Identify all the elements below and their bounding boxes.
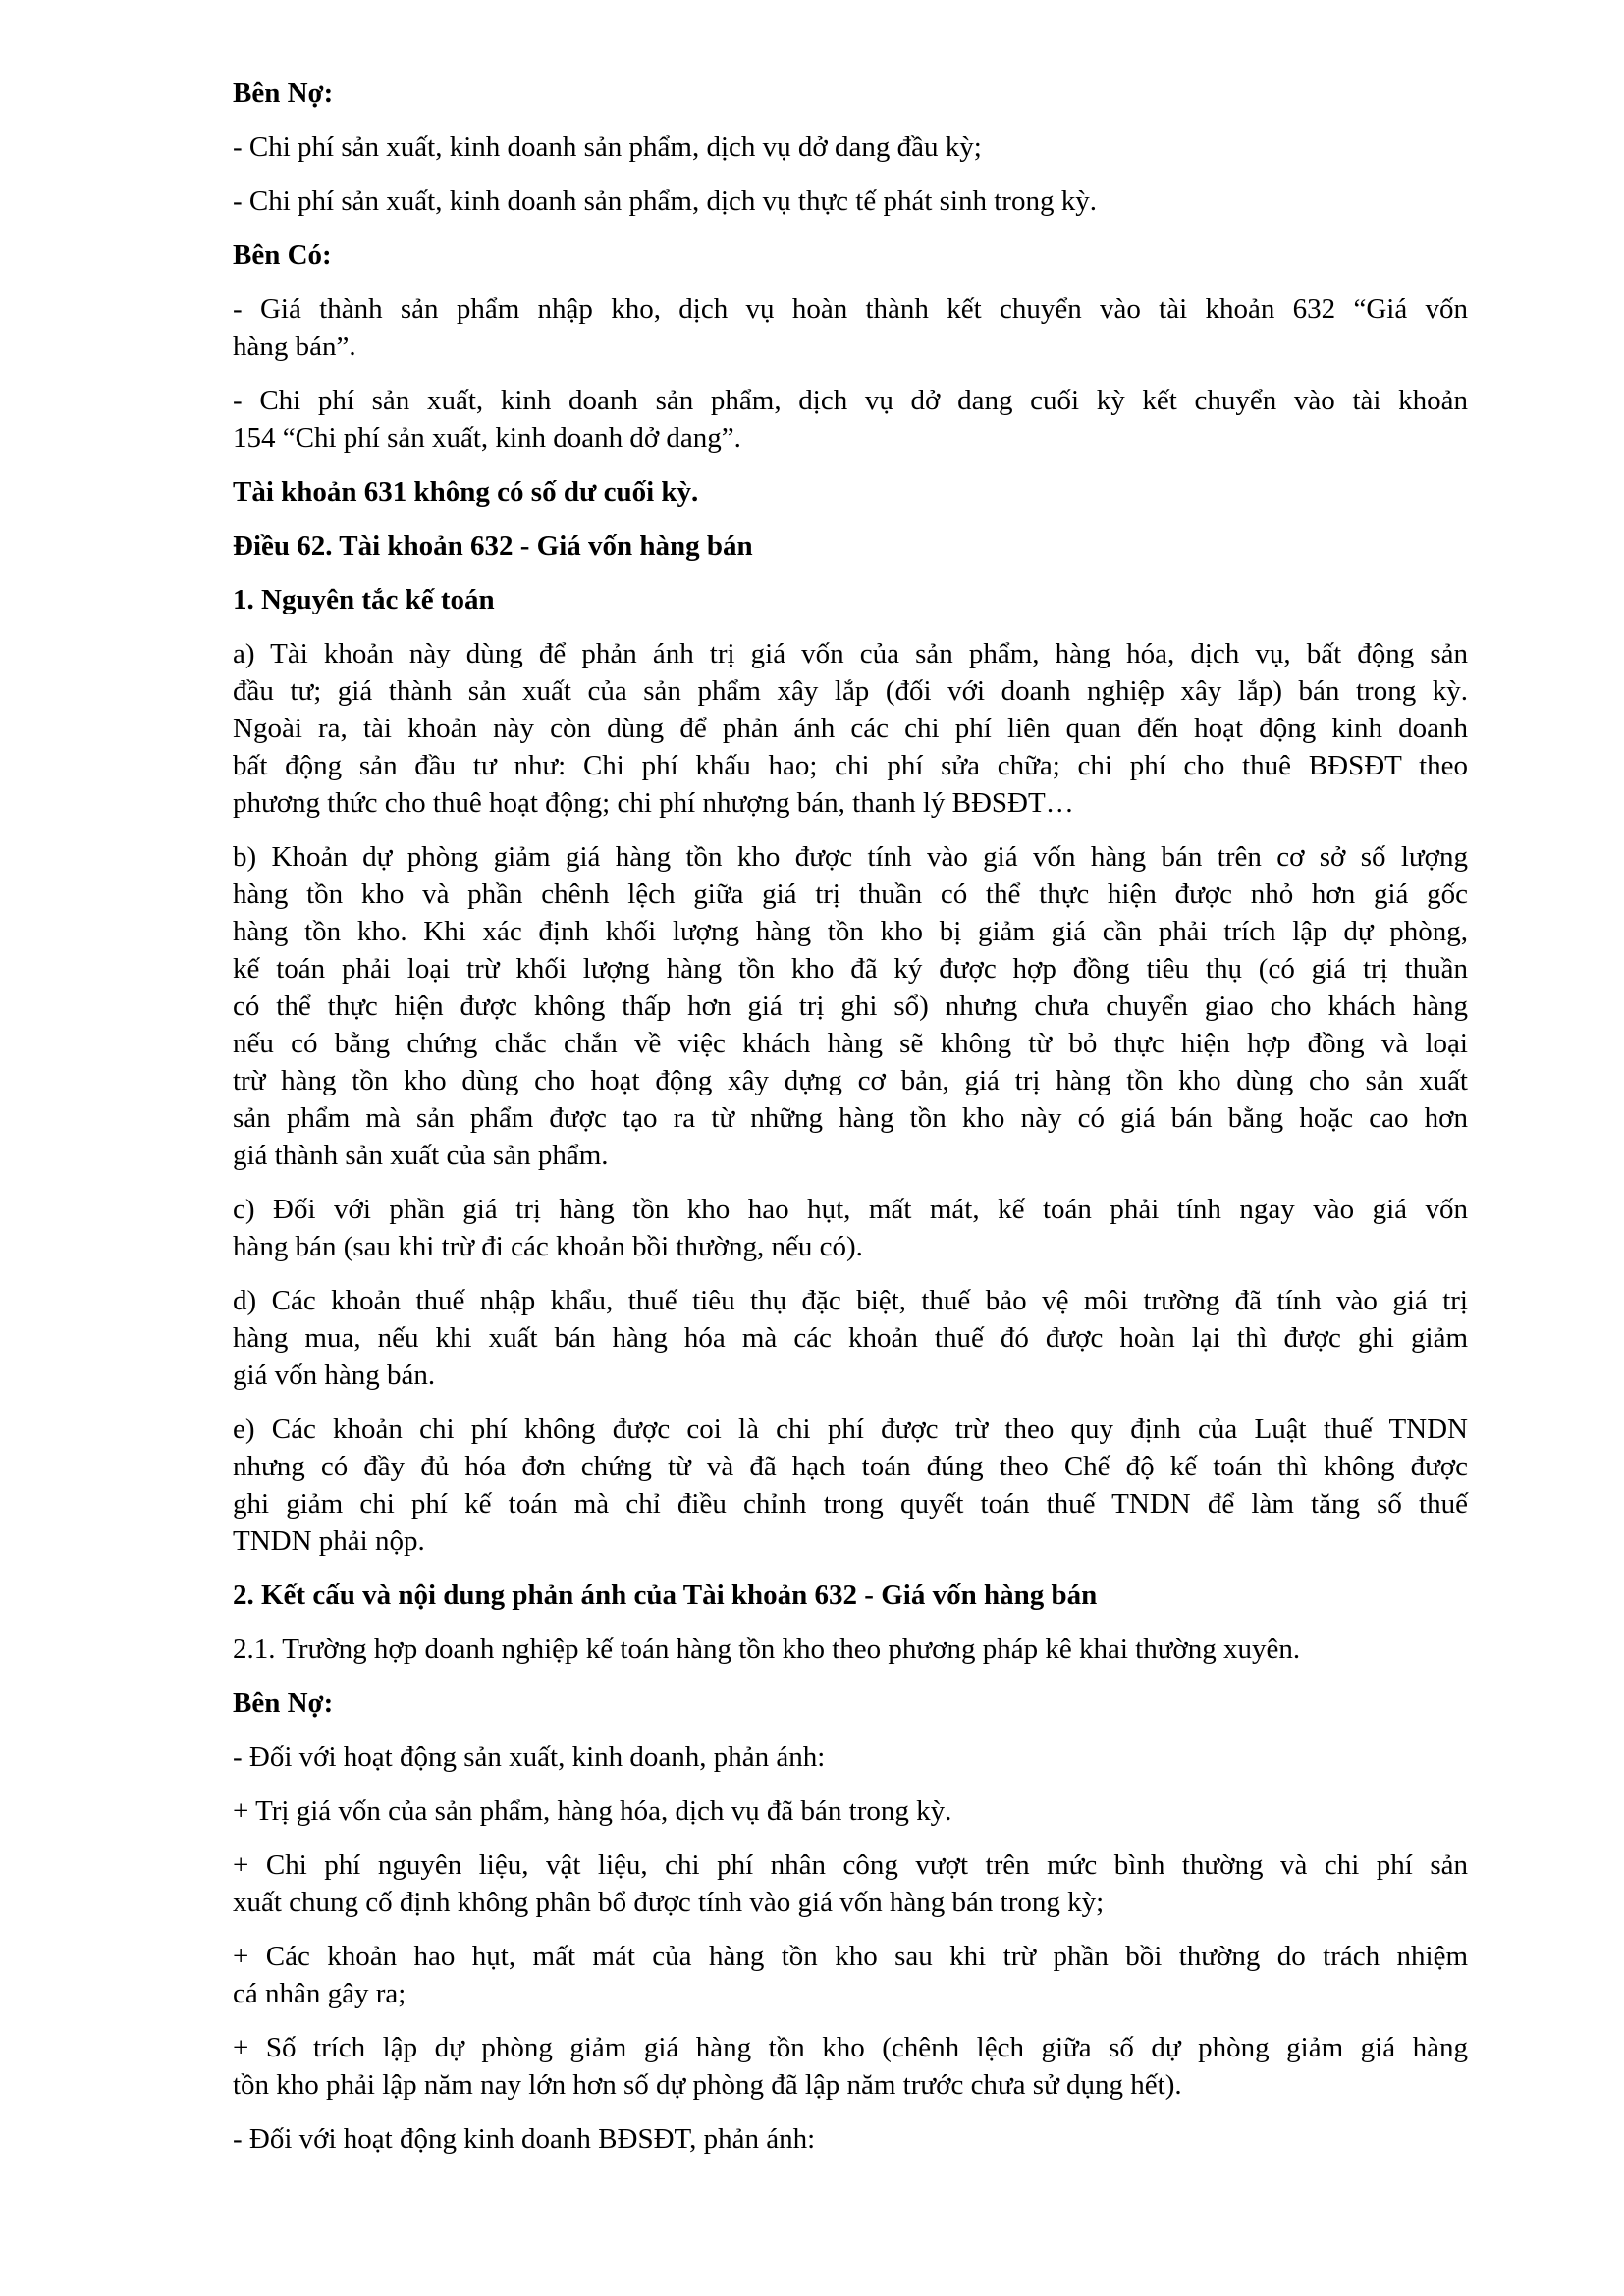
section-1-title [233, 581, 1468, 618]
text-line: hàng mua, nếu khi xuất bán hàng hóa mà các khoản thuế đó được hoàn lại thì được ghi giảm [233, 1322, 1468, 1354]
text-line: nhưng có đầy đủ hóa đơn chứng từ và đã hạch toán đúng theo Chế độ kế toán thì không được [233, 1451, 1468, 1482]
debit-item-4 [233, 2029, 1468, 2104]
text-line: 2. Kết cấu và nội dung phản ánh của Tài khoản 632 - Giá vốn hàng bán [233, 1579, 1098, 1611]
text-line: kế toán phải loại trừ khối lượng hàng tồn kho đã ký được hợp đồng tiêu thụ (có giá trị thuần [233, 953, 1468, 985]
text-line: a) Tài khoản này dùng để phản ánh trị giá vốn của sản phẩm, hàng hóa, dịch vụ, bất động sản [233, 638, 1468, 669]
debit-item-2 [233, 1846, 1468, 1921]
article-62-title [233, 527, 1468, 564]
principle-d [233, 1282, 1468, 1394]
section-2-1 [233, 1630, 1468, 1668]
ben-no-item-1 [233, 129, 1468, 166]
principle-e [233, 1411, 1468, 1560]
principle-c [233, 1191, 1468, 1265]
text-line: Bên Nợ: [233, 78, 334, 109]
ben-no-heading-1 [233, 75, 1468, 112]
text-line: trừ hàng tồn kho dùng cho hoạt động xây dựng cơ bản, giá trị hàng tồn kho dùng cho sản xuất [233, 1065, 1468, 1096]
text-line: hàng bán (sau khi trừ đi các khoản bồi thường, nếu có). [233, 1231, 863, 1262]
text-line: + Trị giá vốn của sản phẩm, hàng hóa, dịch vụ đã bán trong kỳ. [233, 1795, 952, 1827]
text-line: TNDN phải nộp. [233, 1525, 425, 1557]
principle-b [233, 838, 1468, 1174]
text-line: b) Khoản dự phòng giảm giá hàng tồn kho được tính vào giá vốn hàng bán trên cơ sở số lượng [233, 841, 1468, 873]
ben-co-item-1 [233, 291, 1468, 365]
text-line: Điều 62. Tài khoản 632 - Giá vốn hàng bán [233, 530, 753, 561]
text-line: ghi giảm chi phí kế toán mà chỉ điều chỉnh trong quyết toán thuế TNDN để làm tăng số thuế [233, 1488, 1468, 1520]
text-line: hàng bán”. [233, 331, 356, 362]
text-line: + Số trích lập dự phòng giảm giá hàng tồn kho (chênh lệch giữa số dự phòng giảm giá hàng [233, 2032, 1468, 2063]
text-line: 1. Nguyên tắc kế toán [233, 584, 495, 615]
text-line: cá nhân gây ra; [233, 1978, 406, 2009]
text-line: c) Đối với phần giá trị hàng tồn kho hao hụt, mất mát, kế toán phải tính ngay vào giá vốn [233, 1194, 1468, 1225]
text-line: bất động sản đầu tư như: Chi phí khấu hao; chi phí sửa chữa; chi phí cho thuê BĐSĐT theo [233, 750, 1468, 781]
text-line: 154 “Chi phí sản xuất, kinh doanh dở dang”. [233, 422, 741, 454]
text-line: + Chi phí nguyên liệu, vật liệu, chi phí nhân công vượt trên mức bình thường và chi phí sản [233, 1849, 1468, 1881]
text-line: giá vốn hàng bán. [233, 1360, 436, 1391]
ben-co-heading [233, 237, 1468, 274]
text-line: đầu tư; giá thành sản xuất của sản phẩm xây lắp (đối với doanh nghiệp xây lắp) bán trong kỳ. [233, 675, 1468, 707]
text-line: sản phẩm mà sản phẩm được tạo ra từ những hàng tồn kho này có giá bán bằng hoặc cao hơn [233, 1102, 1468, 1134]
text-line: - Giá thành sản phẩm nhập kho, dịch vụ hoàn thành kết chuyển vào tài khoản 632 “Giá vốn [233, 294, 1468, 325]
text-line: xuất chung cố định không phân bổ được tính vào giá vốn hàng bán trong kỳ; [233, 1887, 1105, 1918]
debit-item-1 [233, 1792, 1468, 1830]
real-estate-activities [233, 2120, 1468, 2158]
text-line: - Chi phí sản xuất, kinh doanh sản phẩm, dịch vụ dở dang đầu kỳ; [233, 132, 982, 163]
text-line: hàng tồn kho. Khi xác định khối lượng hàng tồn kho bị giảm giá cần phải trích lập dự phòng, [233, 916, 1468, 947]
text-line: phương thức cho thuê hoạt động; chi phí nhượng bán, thanh lý BĐSĐT… [233, 787, 1074, 819]
section-2-title [233, 1576, 1468, 1614]
ben-co-item-2 [233, 382, 1468, 456]
production-activities [233, 1738, 1468, 1776]
text-line: d) Các khoản thuế nhập khẩu, thuế tiêu thụ đặc biệt, thuế bảo vệ môi trường đã tính vào giá trị [233, 1285, 1468, 1316]
text-line: + Các khoản hao hụt, mất mát của hàng tồn kho sau khi trừ phần bồi thường do trách nhiệm [233, 1941, 1468, 1972]
document-page [233, 75, 1468, 2174]
account-631-note [233, 473, 1468, 510]
text-line: hàng tồn kho và phần chênh lệch giữa giá trị thuần có thể thực hiện được nhỏ hơn giá gốc [233, 879, 1468, 910]
text-line: có thể thực hiện được không thấp hơn giá trị ghi sổ) nhưng chưa chuyển giao cho khách hàng [233, 990, 1468, 1022]
text-line: Tài khoản 631 không có số dư cuối kỳ. [233, 476, 699, 507]
ben-no-item-2 [233, 183, 1468, 220]
text-line: Bên Có: [233, 240, 332, 271]
text-line: e) Các khoản chi phí không được coi là chi phí được trừ theo quy định của Luật thuế TNDN [233, 1414, 1468, 1445]
text-line: Ngoài ra, tài khoản này còn dùng để phản ánh các chi phí liên quan đến hoạt động kinh doanh [233, 713, 1468, 744]
debit-item-3 [233, 1938, 1468, 2012]
ben-no-heading-2 [233, 1684, 1468, 1722]
text-line: nếu có bằng chứng chắc chắn về việc khách hàng sẽ không từ bỏ thực hiện hợp đồng và loại [233, 1028, 1468, 1059]
text-line: - Chi phí sản xuất, kinh doanh sản phẩm, dịch vụ thực tế phát sinh trong kỳ. [233, 186, 1097, 217]
principle-a [233, 635, 1468, 822]
text-line: - Đối với hoạt động sản xuất, kinh doanh, phản ánh: [233, 1741, 826, 1773]
text-line: - Chi phí sản xuất, kinh doanh sản phẩm, dịch vụ dở dang cuối kỳ kết chuyển vào tài khoản [233, 385, 1468, 416]
text-line: Bên Nợ: [233, 1687, 334, 1719]
text-line: 2.1. Trường hợp doanh nghiệp kế toán hàng tồn kho theo phương pháp kê khai thường xuyên. [233, 1633, 1301, 1665]
text-line: - Đối với hoạt động kinh doanh BĐSĐT, phản ánh: [233, 2123, 816, 2155]
text-line: tồn kho phải lập năm nay lớn hơn số dự phòng đã lập năm trước chưa sử dụng hết). [233, 2069, 1182, 2101]
text-line: giá thành sản xuất của sản phẩm. [233, 1140, 609, 1171]
